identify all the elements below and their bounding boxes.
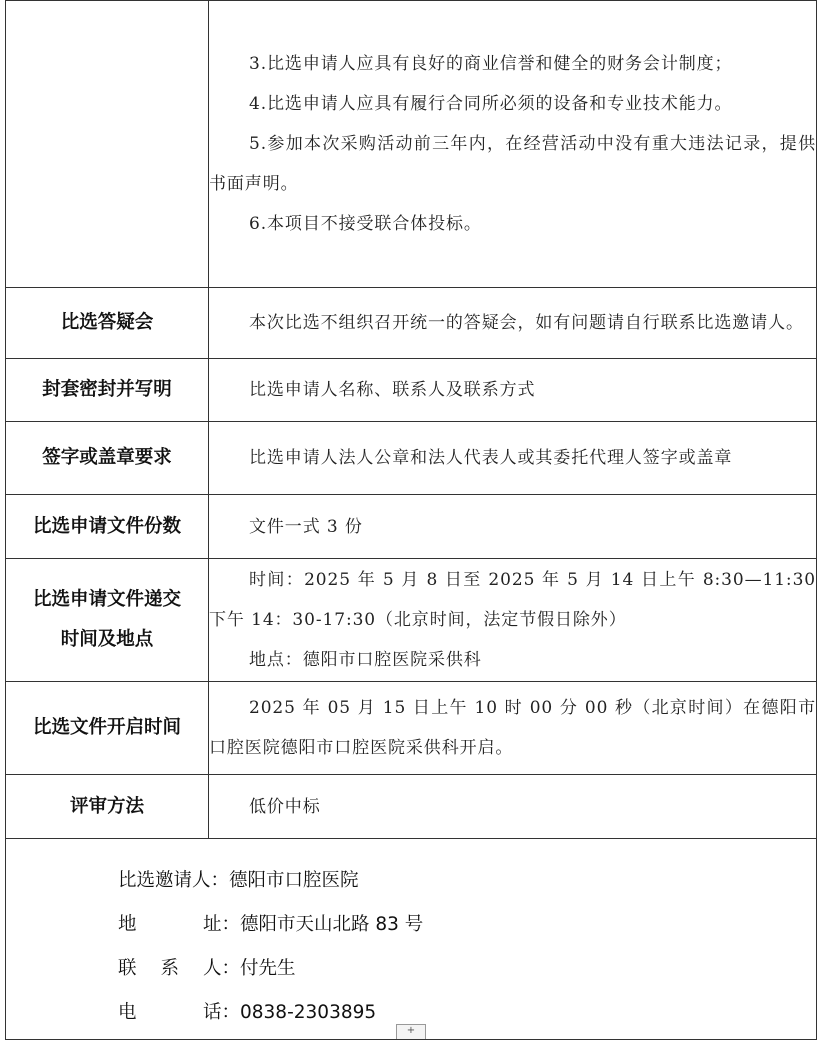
evaluation-label: 评审方法 (6, 775, 209, 839)
contact-line-phone (118, 991, 816, 1035)
seal-label: 封套密封并写明 (6, 359, 209, 422)
contact-line-inviter (118, 859, 816, 903)
seal-content: 比选申请人名称、联系人及联系方式 (249, 380, 536, 400)
copies-content: 文件一式 3 份 (249, 516, 363, 537)
table-row-signature (6, 422, 817, 495)
phone-value: 0838-2303895 (240, 1001, 377, 1023)
person-key-part-3: 人： (202, 957, 240, 979)
submission-time: 时间：2025 年 5 月 8 日至 2025 年 5 月 14 日上午 8:30—11:30 下午 14：30-17:30（北京时间，法定节假日除外） (209, 570, 816, 630)
signature-content-cell (209, 422, 817, 495)
table-row-seal (6, 359, 817, 422)
inviter-key: 比选邀请人： (118, 869, 230, 891)
submission-place: 地点：德阳市口腔医院采供科 (249, 650, 482, 670)
faq-label: 比选答疑会 (6, 288, 209, 359)
table-row-evaluation (6, 775, 817, 839)
requirement-item-4: 4.比选申请人应具有履行合同所必须的设备和专业技术能力。 (249, 94, 733, 114)
contact-cell (6, 839, 817, 1040)
time-place-label-cell (6, 559, 209, 682)
address-key-part-1: 地 (118, 913, 137, 935)
person-key (118, 947, 240, 991)
seal-content-cell (209, 359, 817, 422)
time-place-label-line2: 时间及地点 (60, 629, 154, 650)
address-key-part-2: 址： (202, 913, 240, 935)
table-row-contact (6, 839, 817, 1040)
contact-line-address (118, 903, 816, 947)
signature-content: 比选申请人法人公章和法人代表人或其委托代理人签字或盖章 (249, 448, 733, 468)
person-key-part-2: 系 (160, 957, 179, 979)
phone-key-part-1: 电 (118, 1001, 137, 1023)
phone-key-part-2: 话： (202, 1001, 240, 1023)
table-row-opening (6, 682, 817, 775)
requirements-content-cell (209, 1, 817, 288)
copies-label: 比选申请文件份数 (6, 495, 209, 559)
requirement-item-5: 5.参加本次采购活动前三年内，在经营活动中没有重大违法记录，提供书面声明。 (209, 134, 816, 194)
opening-content-cell (209, 682, 817, 775)
table-move-handle[interactable]: + (396, 1024, 426, 1039)
contact-line-person (118, 947, 816, 991)
opening-content: 2025 年 05 月 15 日上午 10 时 00 分 00 秒（北京时间）在德阳市口腔医院德阳市口腔医院采供科开启。 (209, 698, 816, 758)
faq-content-cell (209, 288, 817, 359)
requirements-label-cell (6, 1, 209, 288)
requirement-item-6: 6.本项目不接受联合体投标。 (249, 214, 482, 234)
evaluation-content: 低价中标 (249, 796, 321, 817)
table-row-time-place (6, 559, 817, 682)
person-key-part-1: 联 (118, 957, 137, 979)
copies-content-cell (209, 495, 817, 559)
inviter-value: 德阳市口腔医院 (229, 869, 359, 891)
phone-key (118, 991, 240, 1035)
person-value: 付先生 (240, 957, 296, 979)
bidding-info-table (5, 0, 817, 1040)
faq-content: 本次比选不组织召开统一的答疑会，如有问题请自行联系比选邀请人。 (249, 313, 804, 333)
evaluation-content-cell (209, 775, 817, 839)
contact-block (6, 844, 816, 1035)
address-key (118, 903, 240, 947)
time-place-label-line1: 比选申请文件递交 (32, 589, 181, 610)
requirement-item-3: 3.比选申请人应具有良好的商业信誉和健全的财务会计制度； (249, 54, 733, 74)
time-place-content-cell (209, 559, 817, 682)
signature-label: 签字或盖章要求 (6, 422, 209, 495)
table-row-requirements (6, 1, 817, 288)
opening-label: 比选文件开启时间 (6, 682, 209, 775)
table-row-copies (6, 495, 817, 559)
table-row-faq (6, 288, 817, 359)
address-value: 德阳市天山北路 83 号 (240, 913, 424, 935)
